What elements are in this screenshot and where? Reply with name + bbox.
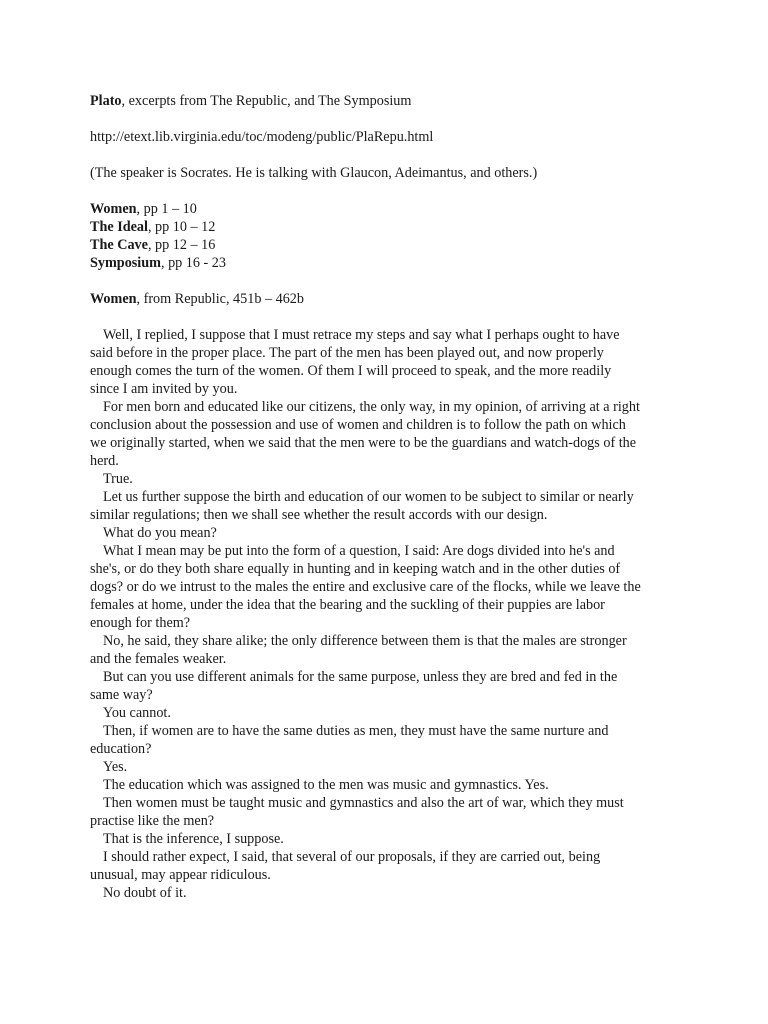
paragraph-line: since I am invited by you. <box>90 381 238 397</box>
paragraph-line: Then women must be taught music and gymnastics and also the art of war, which they must <box>103 795 624 811</box>
paragraph <box>90 398 690 470</box>
contents-item: The Cave, pp 12 – 16 <box>90 237 216 253</box>
paragraph-line: The education which was assigned to the men was music and gymnastics. Yes. <box>103 777 549 793</box>
paragraph <box>90 704 690 722</box>
paragraph <box>90 542 690 632</box>
paragraph-line: True. <box>103 471 133 487</box>
contents-item: The Ideal, pp 10 – 12 <box>90 219 216 235</box>
paragraph <box>90 326 690 398</box>
paragraph-line: females at home, under the idea that the bearing and the suckling of their puppies are labor <box>90 597 605 613</box>
paragraph-line: That is the inference, I suppose. <box>103 831 284 847</box>
section-heading: Women, from Republic, 451b – 462b <box>90 291 304 307</box>
document-page <box>90 92 690 902</box>
paragraph-line: similar regulations; then we shall see whether the result accords with our design. <box>90 507 548 523</box>
paragraph <box>90 776 690 794</box>
paragraph-line: Yes. <box>103 759 128 775</box>
speaker-note: (The speaker is Socrates. He is talking with Glaucon, Adeimantus, and others.) <box>90 165 538 181</box>
paragraph-line: enough comes the turn of the women. Of them I will proceed to speak, and the more readily <box>90 363 612 379</box>
paragraph-line: unusual, may appear ridiculous. <box>90 867 271 883</box>
paragraph-line: dogs? or do we intrust to the males the entire and exclusive care of the flocks, while we leave the <box>90 579 641 595</box>
paragraph <box>90 632 690 668</box>
body-text <box>90 326 690 902</box>
paragraph-line: No, he said, they share alike; the only difference between them is that the males are stronger <box>103 633 627 649</box>
paragraph-line: conclusion about the possession and use of women and children is to follow the path on which <box>90 417 626 433</box>
paragraph-line: What do you mean? <box>103 525 217 541</box>
paragraph-line: I should rather expect, I said, that several of our proposals, if they are carried out, being <box>103 849 601 865</box>
paragraph-line: Let us further suppose the birth and education of our women to be subject to similar or nearly <box>103 489 634 505</box>
paragraph <box>90 884 690 902</box>
paragraph-line: practise like the men? <box>90 813 215 829</box>
paragraph-line: Then, if women are to have the same duties as men, they must have the same nurture and <box>103 723 609 739</box>
paragraph-line: we originally started, when we said that the men were to be the guardians and watch-dogs of the <box>90 435 637 451</box>
contents-list <box>90 200 690 272</box>
paragraph <box>90 488 690 524</box>
source-url: http://etext.lib.virginia.edu/toc/modeng/public/PlaRepu.html <box>90 129 434 145</box>
paragraph-line: herd. <box>90 453 119 469</box>
paragraph-line: same way? <box>90 687 153 703</box>
paragraph-line: What I mean may be put into the form of a question, I said: Are dogs divided into he's and <box>103 543 615 559</box>
contents-item: Women, pp 1 – 10 <box>90 201 197 217</box>
document-title <box>90 92 690 110</box>
paragraph-line: But can you use different animals for the same purpose, unless they are bred and fed in the <box>103 669 618 685</box>
paragraph <box>90 794 690 830</box>
paragraph-line: and the females weaker. <box>90 651 227 667</box>
paragraph <box>90 758 690 776</box>
paragraph <box>90 470 690 488</box>
paragraph-line: You cannot. <box>103 705 171 721</box>
title-rest: , excerpts from The Republic, and The Symposium <box>121 93 412 109</box>
contents-item: Symposium, pp 16 - 23 <box>90 255 226 271</box>
paragraph <box>90 722 690 758</box>
paragraph-line: Well, I replied, I suppose that I must retrace my steps and say what I perhaps ought to have <box>103 327 620 343</box>
paragraph-line: No doubt of it. <box>103 885 187 901</box>
paragraph <box>90 524 690 542</box>
paragraph-line: said before in the proper place. The part of the men has been played out, and now properly <box>90 345 604 361</box>
paragraph <box>90 848 690 884</box>
paragraph-line: education? <box>90 741 152 757</box>
paragraph-line: enough for them? <box>90 615 191 631</box>
paragraph <box>90 668 690 704</box>
paragraph-line: she's, or do they both share equally in hunting and in keeping watch and in the other duties of <box>90 561 621 577</box>
paragraph-line: For men born and educated like our citizens, the only way, in my opinion, of arriving at a right <box>103 399 640 415</box>
title-author: Plato <box>90 93 122 109</box>
paragraph <box>90 830 690 848</box>
